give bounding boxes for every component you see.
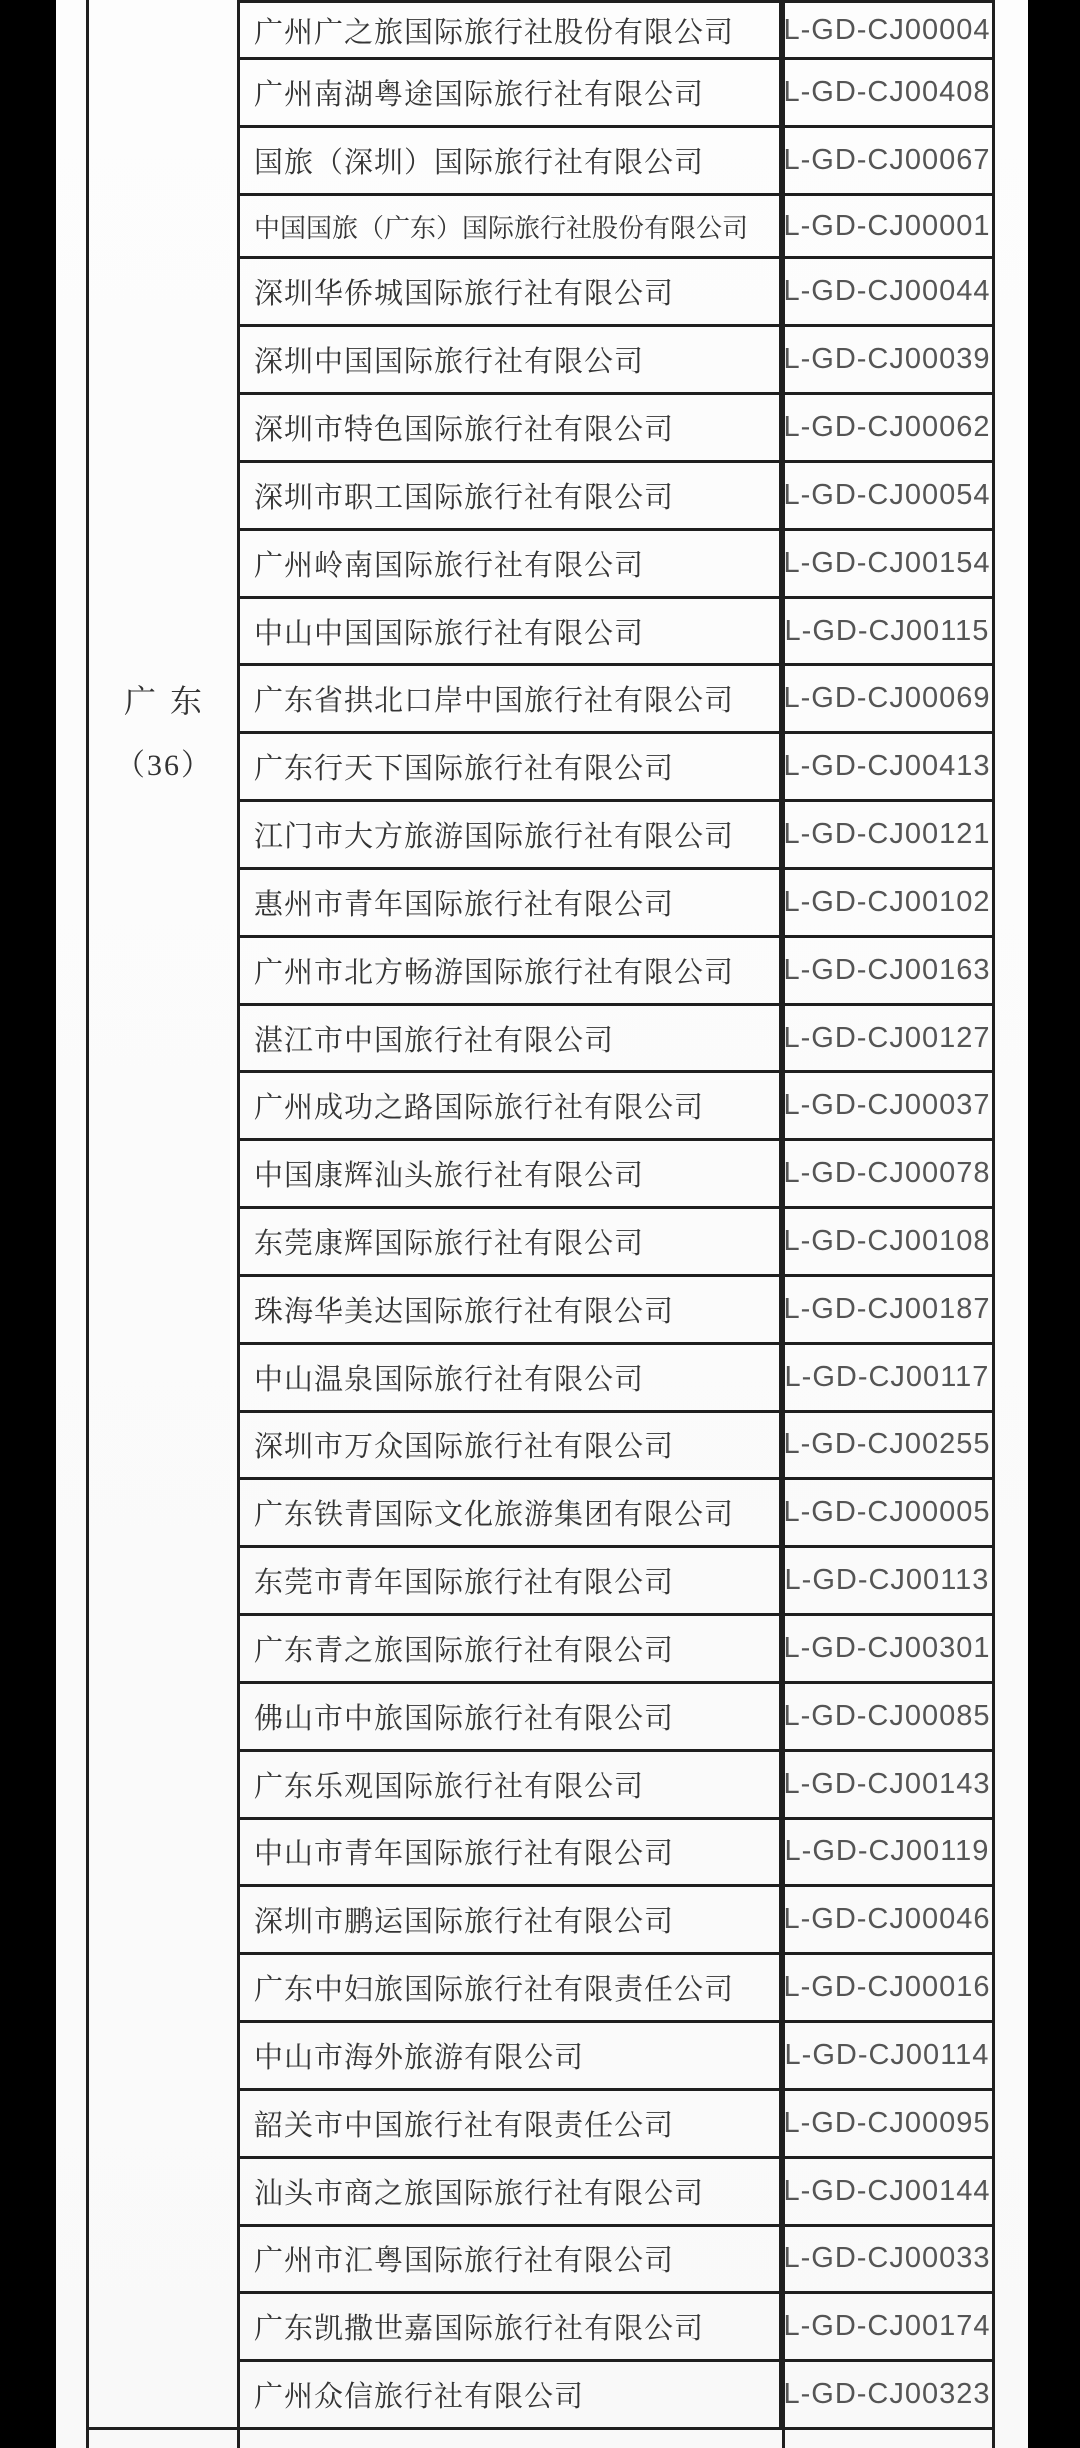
license-code-cell: L-GD-CJ00113 <box>784 1564 990 1597</box>
agency-name-cell: 汕头市商之旅国际旅行社有限公司 <box>240 2159 782 2224</box>
license-code-cell: L-GD-CJ00039 <box>783 343 991 376</box>
agency-name-cell: 深圳华侨城国际旅行社有限公司 <box>240 259 782 324</box>
agency-name-cell: 国旅（深圳）国际旅行社有限公司 <box>240 128 782 193</box>
table-row <box>240 1480 992 1548</box>
license-code-cell: L-GD-CJ00016 <box>783 1971 991 2004</box>
agency-name-cell: 珠海华美达国际旅行社有限公司 <box>240 1277 782 1342</box>
agency-name-cell: 广州市汇粤国际旅行社有限公司 <box>240 2227 782 2292</box>
right-black-bar <box>1028 0 1080 2448</box>
agency-name-cell: 广州岭南国际旅行社有限公司 <box>240 531 782 596</box>
table-row <box>240 1006 992 1074</box>
agency-name-cell: 佛山市中旅国际旅行社有限公司 <box>240 1684 782 1749</box>
table-row <box>240 1752 992 1820</box>
table-row <box>240 802 992 870</box>
table-row <box>240 599 992 667</box>
table-row <box>240 395 992 463</box>
agency-name-cell: 湛江市中国旅行社有限公司 <box>240 1006 782 1071</box>
table-row <box>240 1345 992 1413</box>
license-code-cell: L-GD-CJ00121 <box>783 818 991 851</box>
province-count: （36） <box>115 749 213 782</box>
table-row <box>240 463 992 531</box>
license-code-cell: L-GD-CJ00005 <box>783 1496 991 1529</box>
license-code-cell: L-GD-CJ00154 <box>783 546 991 579</box>
license-code-cell: L-GD-CJ00062 <box>783 411 991 444</box>
table-row <box>240 1684 992 1752</box>
agency-name-cell: 惠州市青年国际旅行社有限公司 <box>240 870 782 935</box>
license-code-cell: L-GD-CJ00085 <box>783 1699 991 1732</box>
agency-name-cell: 东莞市青年国际旅行社有限公司 <box>240 1548 782 1613</box>
agency-name-cell: 广州广之旅国际旅行社股份有限公司 <box>240 3 782 57</box>
table-row <box>240 2294 992 2362</box>
table-rows <box>240 0 992 2430</box>
table-row <box>240 3 992 60</box>
table-row <box>240 60 992 128</box>
agency-name-cell: 广东省拱北口岸中国旅行社有限公司 <box>240 666 782 731</box>
license-code-cell: L-GD-CJ00143 <box>783 1767 991 1800</box>
license-code-cell: L-GD-CJ00069 <box>783 682 991 715</box>
license-code-cell: L-GD-CJ00054 <box>783 478 991 511</box>
table-row <box>240 2362 992 2430</box>
table-row <box>240 2091 992 2159</box>
table-row <box>240 1548 992 1616</box>
agency-name-cell: 东莞康辉国际旅行社有限公司 <box>240 1209 782 1274</box>
province-cell-bottom-border-line <box>86 2427 240 2430</box>
agency-name-cell: 中山中国国际旅行社有限公司 <box>240 599 782 664</box>
table-row <box>240 734 992 802</box>
license-code-cell: L-GD-CJ00037 <box>783 1089 991 1122</box>
table-row <box>240 666 992 734</box>
agency-name-cell: 广东行天下国际旅行社有限公司 <box>240 734 782 799</box>
agency-name-cell: 中山温泉国际旅行社有限公司 <box>240 1345 782 1410</box>
document-page <box>56 0 1028 2448</box>
table-row <box>240 1413 992 1481</box>
agency-name-cell: 深圳中国国际旅行社有限公司 <box>240 327 782 392</box>
table-row <box>240 196 992 260</box>
table-row <box>240 2159 992 2227</box>
license-code-cell: L-GD-CJ00044 <box>783 275 991 308</box>
table-row <box>240 1616 992 1684</box>
table-right-border-line <box>992 0 995 2448</box>
agency-name-cell: 中国国旅（广东）国际旅行社股份有限公司 <box>240 196 782 257</box>
table-row <box>240 1073 992 1141</box>
license-code-cell: L-GD-CJ00174 <box>783 2310 991 2343</box>
license-code-cell: L-GD-CJ00102 <box>783 885 991 918</box>
agency-name-cell: 江门市大方旅游国际旅行社有限公司 <box>240 802 782 867</box>
province-name: 广东 <box>123 683 216 719</box>
agency-name-cell: 广东中妇旅国际旅行社有限责任公司 <box>240 1955 782 2020</box>
left-black-bar <box>0 0 56 2448</box>
agency-name-cell: 广东乐观国际旅行社有限公司 <box>240 1752 782 1817</box>
license-code-cell: L-GD-CJ00323 <box>783 2378 991 2411</box>
license-code-cell: L-GD-CJ00004 <box>783 13 991 46</box>
license-code-cell: L-GD-CJ00301 <box>783 1631 991 1664</box>
table-row <box>240 1277 992 1345</box>
table-row <box>240 1887 992 1955</box>
table-row <box>240 2227 992 2295</box>
table-row <box>240 1955 992 2023</box>
license-code-cell: L-GD-CJ00408 <box>783 75 991 108</box>
license-code-cell: L-GD-CJ00144 <box>783 2174 991 2207</box>
table-row <box>240 938 992 1006</box>
agency-table <box>86 0 995 2448</box>
license-code-cell: L-GD-CJ00067 <box>783 143 991 176</box>
agency-name-cell: 广东青之旅国际旅行社有限公司 <box>240 1616 782 1681</box>
agency-name-cell: 深圳市鹏运国际旅行社有限公司 <box>240 1887 782 1952</box>
table-row <box>240 259 992 327</box>
agency-name-cell: 广东铁青国际文化旅游集团有限公司 <box>240 1480 782 1545</box>
license-code-cell: L-GD-CJ00255 <box>783 1428 991 1461</box>
agency-name-cell: 广东凯撒世嘉国际旅行社有限公司 <box>240 2294 782 2359</box>
license-code-cell: L-GD-CJ00117 <box>784 1360 990 1393</box>
license-code-cell: L-GD-CJ00046 <box>783 1903 991 1936</box>
table-row <box>240 327 992 395</box>
agency-name-cell: 中山市海外旅游有限公司 <box>240 2023 782 2088</box>
license-code-cell: L-GD-CJ00108 <box>783 1224 991 1257</box>
table-row <box>240 870 992 938</box>
table-row <box>240 1141 992 1209</box>
province-spanning-cell <box>89 0 237 2430</box>
license-code-cell: L-GD-CJ00187 <box>783 1292 991 1325</box>
license-code-cell: L-GD-CJ00163 <box>783 953 991 986</box>
license-code-cell: L-GD-CJ00115 <box>784 614 990 647</box>
license-code-cell: L-GD-CJ00001 <box>783 209 991 242</box>
agency-name-cell: 韶关市中国旅行社有限责任公司 <box>240 2091 782 2156</box>
license-code-cell: L-GD-CJ00127 <box>783 1021 991 1054</box>
license-code-cell: L-GD-CJ00119 <box>784 1835 990 1868</box>
table-row <box>240 1209 992 1277</box>
province-label <box>89 676 237 784</box>
license-code-cell: L-GD-CJ00413 <box>783 750 991 783</box>
license-code-cell: L-GD-CJ00078 <box>783 1157 991 1190</box>
license-code-cell: L-GD-CJ00033 <box>783 2242 991 2275</box>
agency-name-cell: 深圳市万众国际旅行社有限公司 <box>240 1413 782 1478</box>
agency-name-cell: 中国康辉汕头旅行社有限公司 <box>240 1141 782 1206</box>
agency-name-cell: 广州成功之路国际旅行社有限公司 <box>240 1073 782 1138</box>
table-row <box>240 2023 992 2091</box>
agency-name-cell: 广州南湖粤途国际旅行社有限公司 <box>240 60 782 125</box>
table-row <box>240 1820 992 1888</box>
agency-name-cell: 广州众信旅行社有限公司 <box>240 2362 782 2427</box>
license-code-cell: L-GD-CJ00114 <box>784 2038 990 2071</box>
license-code-cell: L-GD-CJ00095 <box>783 2106 991 2139</box>
agency-name-cell: 深圳市特色国际旅行社有限公司 <box>240 395 782 460</box>
agency-name-cell: 深圳市职工国际旅行社有限公司 <box>240 463 782 528</box>
agency-name-cell: 广州市北方畅游国际旅行社有限公司 <box>240 938 782 1003</box>
table-row <box>240 128 992 196</box>
table-row <box>240 531 992 599</box>
agency-name-cell: 中山市青年国际旅行社有限公司 <box>240 1820 782 1885</box>
